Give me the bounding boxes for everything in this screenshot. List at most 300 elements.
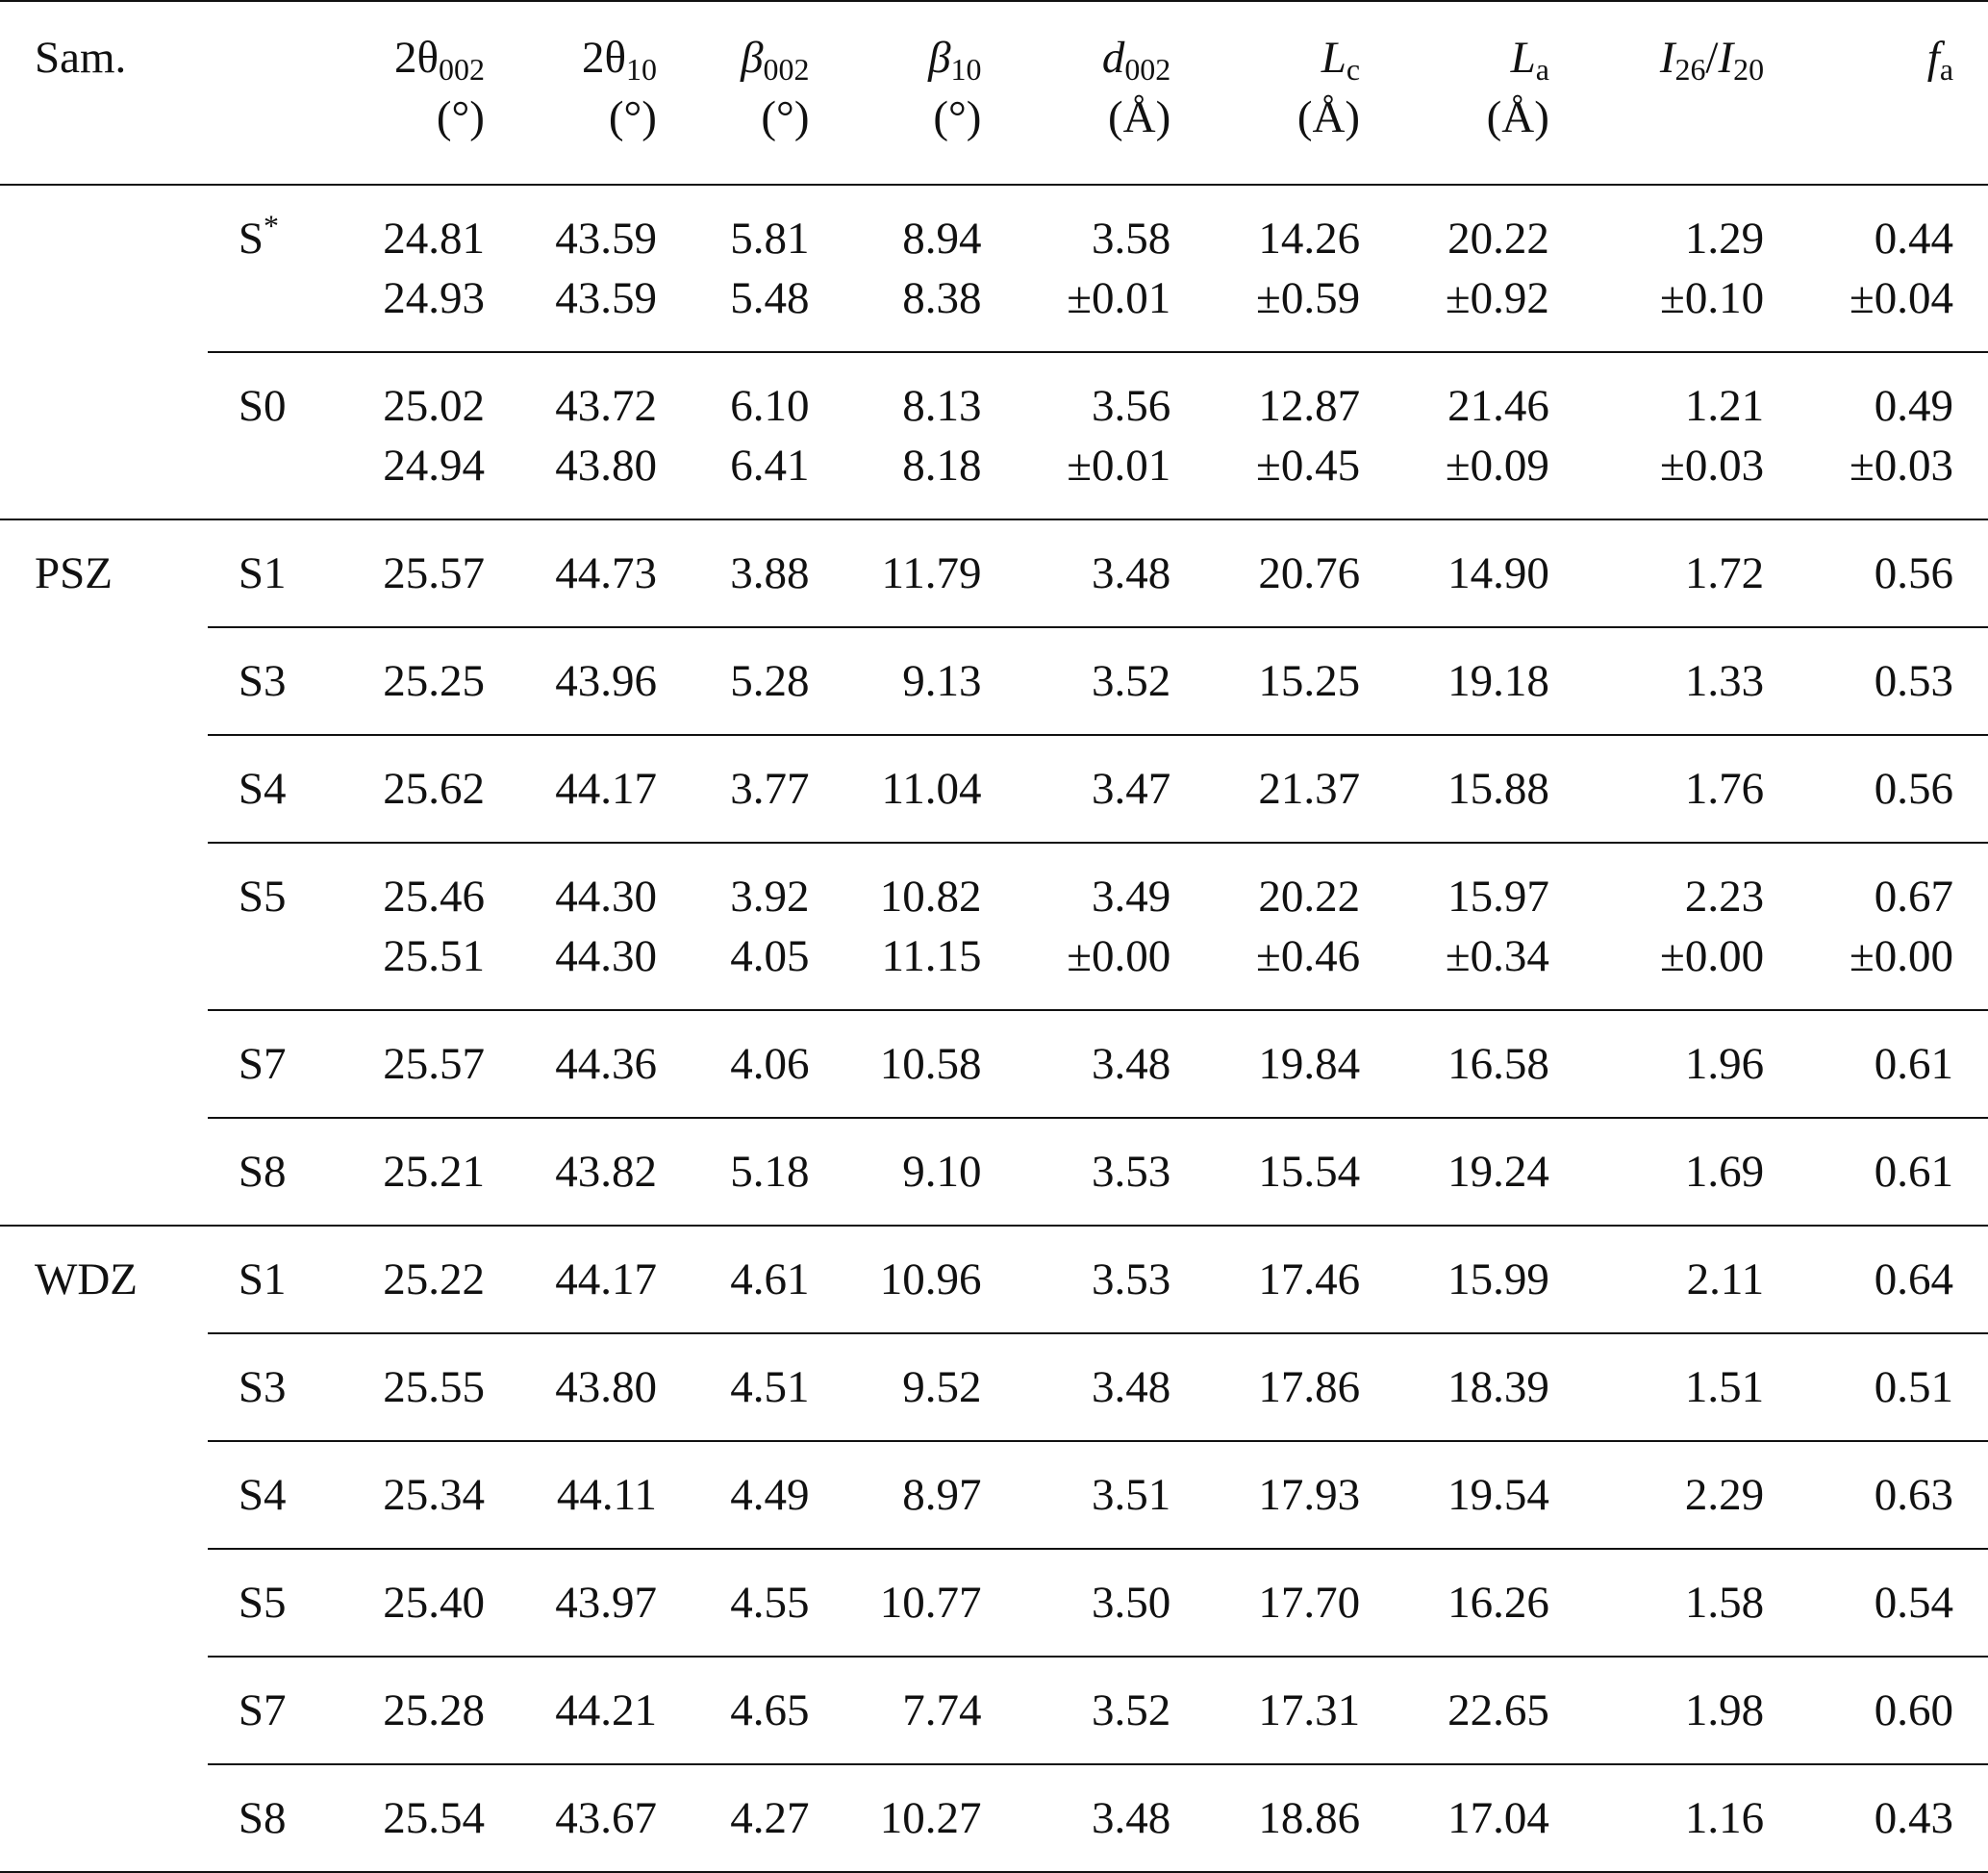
group-label (0, 1549, 208, 1657)
sample-label (208, 1764, 363, 1872)
table-row (0, 1333, 1988, 1441)
header-l-a-sub: a (1535, 52, 1549, 87)
cell-two-theta-10 (492, 185, 665, 352)
header-two-theta-002 (363, 1, 492, 185)
cell-value: 17.70 (1258, 1578, 1361, 1628)
header-two-theta-10 (492, 1, 665, 185)
cell-beta-002 (665, 1010, 818, 1118)
cell-value: 14.26 (1258, 214, 1361, 264)
cell-l-a (1368, 1333, 1557, 1441)
cell-two-theta-10 (492, 1118, 665, 1226)
group-label (0, 627, 208, 735)
header-ratio-denominator: I (1718, 33, 1734, 83)
cell-value: 8.18 (902, 441, 982, 491)
sample-name: S8 (238, 1793, 287, 1843)
cell-value: 0.53 (1874, 656, 1953, 706)
cell-l-c (1178, 1333, 1368, 1441)
cell-value: 5.28 (730, 656, 810, 706)
cell-beta-10 (817, 1010, 989, 1118)
cell-value: 0.61 (1874, 1147, 1953, 1197)
cell-value: 15.25 (1258, 656, 1361, 706)
cell-d-002 (989, 352, 1178, 519)
cell-value: 10.27 (879, 1793, 982, 1843)
cell-d-002 (989, 1118, 1178, 1226)
cell-value: 4.49 (730, 1470, 810, 1520)
cell-d-002 (989, 1764, 1178, 1872)
cell-value: 0.56 (1874, 764, 1953, 814)
cell-l-a (1368, 1226, 1557, 1333)
header-beta-002-sub: 002 (763, 52, 810, 87)
cell-beta-10 (817, 352, 989, 519)
cell-value: 6.41 (730, 441, 810, 491)
cell-beta-10 (817, 1441, 989, 1549)
cell-beta-002 (665, 519, 818, 627)
sample-label (208, 1657, 363, 1764)
cell-value: 8.94 (902, 214, 982, 264)
cell-value: 25.22 (383, 1254, 485, 1304)
cell-value: 43.97 (555, 1578, 657, 1628)
cell-value: 44.11 (556, 1470, 657, 1520)
cell-beta-002 (665, 1549, 818, 1657)
cell-value: 43.67 (555, 1793, 657, 1843)
cell-d-002 (989, 1657, 1178, 1764)
cell-f-a (1772, 185, 1988, 352)
cell-value: 24.94 (383, 441, 485, 491)
cell-l-c (1178, 627, 1368, 735)
cell-intensity-ratio (1557, 1226, 1772, 1333)
group-label (0, 843, 208, 1010)
cell-value: 0.49 (1874, 381, 1953, 431)
cell-intensity-ratio (1557, 185, 1772, 352)
cell-beta-10 (817, 1657, 989, 1764)
cell-value: 1.96 (1684, 1039, 1765, 1089)
cell-value: 43.80 (555, 1362, 657, 1412)
sample-name: S7 (238, 1039, 287, 1089)
cell-value: 0.63 (1874, 1470, 1953, 1520)
cell-beta-10 (817, 1226, 989, 1333)
cell-value: 3.56 (1092, 381, 1171, 431)
cell-value: 10.77 (879, 1578, 982, 1628)
header-d-002 (989, 1, 1178, 185)
header-two-theta-002-unit: (°) (436, 92, 485, 142)
cell-value: ±0.00 (1067, 931, 1171, 981)
cell-value: 25.02 (383, 381, 485, 431)
cell-value: 25.57 (383, 1039, 485, 1089)
group-label: PSZ (0, 519, 208, 627)
cell-f-a (1772, 519, 1988, 627)
cell-two-theta-10 (492, 1764, 665, 1872)
cell-value: ±0.46 (1256, 931, 1361, 981)
cell-f-a (1772, 1549, 1988, 1657)
cell-f-a (1772, 1118, 1988, 1226)
cell-value: 44.73 (555, 548, 657, 598)
cell-intensity-ratio (1557, 735, 1772, 843)
header-row (0, 1, 1988, 185)
cell-value: 44.17 (555, 1254, 657, 1304)
cell-two-theta-10 (492, 627, 665, 735)
cell-value: 0.54 (1874, 1578, 1953, 1628)
cell-value: ±0.03 (1849, 441, 1953, 491)
header-d-002-symbol: d (1101, 33, 1125, 83)
table-row (0, 352, 1988, 519)
cell-beta-10 (817, 627, 989, 735)
cell-value: 5.48 (730, 273, 810, 323)
cell-beta-002 (665, 352, 818, 519)
cell-value: 44.17 (555, 764, 657, 814)
cell-intensity-ratio (1557, 352, 1772, 519)
cell-value: 25.28 (383, 1685, 485, 1735)
cell-two-theta-10 (492, 1333, 665, 1441)
cell-value: 17.93 (1258, 1470, 1361, 1520)
cell-two-theta-002 (363, 1226, 492, 1333)
group-label (0, 1657, 208, 1764)
cell-value: 1.69 (1684, 1147, 1765, 1197)
cell-value: 1.21 (1684, 381, 1765, 431)
cell-value: 3.88 (730, 548, 810, 598)
cell-value: 19.54 (1447, 1470, 1549, 1520)
cell-intensity-ratio (1557, 1118, 1772, 1226)
cell-beta-10 (817, 185, 989, 352)
cell-two-theta-10 (492, 843, 665, 1010)
group-label: WDZ (0, 1226, 208, 1333)
cell-f-a (1772, 352, 1988, 519)
cell-beta-002 (665, 735, 818, 843)
cell-value: 3.52 (1092, 1685, 1171, 1735)
cell-beta-10 (817, 1118, 989, 1226)
table-row (0, 185, 1988, 352)
cell-value: 25.51 (383, 931, 485, 981)
cell-d-002 (989, 1333, 1178, 1441)
cell-value: 25.54 (383, 1793, 485, 1843)
cell-f-a (1772, 627, 1988, 735)
header-two-theta-002-sub: 002 (439, 52, 485, 87)
cell-value: 44.30 (555, 872, 657, 922)
sample-label (208, 1333, 363, 1441)
header-l-a-symbol: L (1510, 33, 1536, 83)
cell-d-002 (989, 185, 1178, 352)
cell-beta-10 (817, 1764, 989, 1872)
cell-beta-002 (665, 1764, 818, 1872)
cell-l-c (1178, 1764, 1368, 1872)
cell-value: 3.50 (1092, 1578, 1171, 1628)
cell-l-c (1178, 1010, 1368, 1118)
group-label (0, 1333, 208, 1441)
header-beta-002 (665, 1, 818, 185)
cell-two-theta-002 (363, 352, 492, 519)
cell-value: 17.31 (1258, 1685, 1361, 1735)
cell-intensity-ratio (1557, 1441, 1772, 1549)
cell-value: ±0.01 (1067, 441, 1171, 491)
cell-l-c (1178, 1657, 1368, 1764)
cell-value: 3.58 (1092, 214, 1171, 264)
cell-value: ±0.03 (1660, 441, 1765, 491)
cell-value: 1.76 (1684, 764, 1765, 814)
cell-value: 5.18 (730, 1147, 810, 1197)
header-ratio-numerator: I (1659, 33, 1675, 83)
cell-beta-10 (817, 735, 989, 843)
cell-two-theta-002 (363, 627, 492, 735)
cell-f-a (1772, 735, 1988, 843)
cell-value: 15.88 (1447, 764, 1549, 814)
header-sample (0, 1, 208, 185)
cell-intensity-ratio (1557, 1333, 1772, 1441)
cell-value: 10.96 (879, 1254, 982, 1304)
sample-label (208, 185, 363, 352)
cell-value: 1.58 (1684, 1578, 1765, 1628)
cell-two-theta-002 (363, 1441, 492, 1549)
cell-value: ±0.04 (1849, 273, 1953, 323)
cell-value: 4.65 (730, 1685, 810, 1735)
header-d-002-sub: 002 (1124, 52, 1171, 87)
cell-l-c (1178, 735, 1368, 843)
cell-value: ±0.45 (1256, 441, 1361, 491)
cell-l-c (1178, 519, 1368, 627)
header-two-theta-10-symbol: 2θ (581, 33, 626, 83)
cell-value: 21.46 (1447, 381, 1549, 431)
table-row (0, 1441, 1988, 1549)
sample-name: S5 (238, 872, 287, 922)
sample-name: S4 (238, 764, 287, 814)
cell-value: 16.26 (1447, 1578, 1549, 1628)
cell-value: 0.44 (1874, 214, 1953, 264)
cell-beta-10 (817, 843, 989, 1010)
cell-two-theta-10 (492, 1441, 665, 1549)
sample-label (208, 1118, 363, 1226)
header-l-c (1178, 1, 1368, 185)
cell-l-c (1178, 185, 1368, 352)
cell-l-c (1178, 352, 1368, 519)
cell-value: 3.77 (730, 764, 810, 814)
cell-two-theta-002 (363, 1118, 492, 1226)
table-row (0, 735, 1988, 843)
header-ratio-numerator-sub: 26 (1674, 52, 1706, 87)
cell-value: 0.56 (1874, 548, 1953, 598)
cell-value: 4.55 (730, 1578, 810, 1628)
cell-value: 19.24 (1447, 1147, 1549, 1197)
cell-value: ±0.00 (1660, 931, 1765, 981)
cell-d-002 (989, 735, 1178, 843)
header-l-c-sub: c (1346, 52, 1361, 87)
cell-value: 43.96 (555, 656, 657, 706)
cell-beta-10 (817, 1333, 989, 1441)
group-label (0, 1010, 208, 1118)
cell-value: 6.10 (730, 381, 810, 431)
sample-label (208, 1010, 363, 1118)
cell-value: 3.47 (1092, 764, 1171, 814)
cell-value: ±0.10 (1660, 273, 1765, 323)
sample-label (208, 519, 363, 627)
table-row (0, 1118, 1988, 1226)
cell-value: 1.98 (1684, 1685, 1765, 1735)
cell-value: 10.58 (879, 1039, 982, 1089)
sample-label (208, 1441, 363, 1549)
header-beta-10-sub: 10 (950, 52, 982, 87)
header-l-a (1368, 1, 1557, 185)
table-row (0, 1549, 1988, 1657)
cell-l-c (1178, 1118, 1368, 1226)
cell-intensity-ratio (1557, 1764, 1772, 1872)
cell-value: ±0.01 (1067, 273, 1171, 323)
cell-value: 20.22 (1258, 872, 1361, 922)
cell-value: ±0.59 (1256, 273, 1361, 323)
cell-value: 0.51 (1874, 1362, 1953, 1412)
header-d-002-unit: (Å) (1108, 92, 1171, 142)
cell-l-a (1368, 519, 1557, 627)
cell-d-002 (989, 627, 1178, 735)
cell-intensity-ratio (1557, 519, 1772, 627)
cell-value: 25.34 (383, 1470, 485, 1520)
cell-value: 43.82 (555, 1147, 657, 1197)
cell-f-a (1772, 1441, 1988, 1549)
cell-l-c (1178, 1549, 1368, 1657)
cell-value: 5.81 (730, 214, 810, 264)
cell-two-theta-002 (363, 1549, 492, 1657)
header-l-a-unit: (Å) (1486, 92, 1549, 142)
cell-value: 11.79 (881, 548, 982, 598)
group-label (0, 1441, 208, 1549)
header-subsample (208, 1, 363, 185)
cell-l-c (1178, 1441, 1368, 1549)
header-sample-label: Sam. (35, 33, 127, 83)
cell-value: 24.93 (383, 273, 485, 323)
sample-label (208, 1549, 363, 1657)
cell-l-a (1368, 843, 1557, 1010)
cell-value: 25.55 (383, 1362, 485, 1412)
sample-name: S3 (238, 1362, 287, 1412)
cell-value: 25.62 (383, 764, 485, 814)
cell-value: 19.84 (1258, 1039, 1361, 1089)
header-two-theta-002-symbol: 2θ (394, 33, 440, 83)
cell-intensity-ratio (1557, 1010, 1772, 1118)
cell-value: 25.40 (383, 1578, 485, 1628)
cell-value: 1.33 (1684, 656, 1765, 706)
cell-value: 24.81 (383, 214, 485, 264)
sample-label (208, 1226, 363, 1333)
sample-label (208, 352, 363, 519)
cell-value: 19.18 (1447, 656, 1549, 706)
cell-value: 25.21 (383, 1147, 485, 1197)
sample-name: S3 (238, 656, 287, 706)
cell-d-002 (989, 1441, 1178, 1549)
header-beta-10 (817, 1, 989, 185)
header-intensity-ratio (1557, 1, 1772, 185)
cell-value: 10.82 (879, 872, 982, 922)
sample-name: S (238, 214, 264, 264)
cell-value: 20.22 (1447, 214, 1549, 264)
cell-f-a (1772, 1657, 1988, 1764)
cell-value: 17.86 (1258, 1362, 1361, 1412)
cell-value: 4.05 (730, 931, 810, 981)
cell-beta-002 (665, 1657, 818, 1764)
cell-value: 3.92 (730, 872, 810, 922)
cell-l-a (1368, 1549, 1557, 1657)
header-two-theta-10-sub: 10 (625, 52, 657, 87)
cell-two-theta-002 (363, 519, 492, 627)
cell-d-002 (989, 1226, 1178, 1333)
sample-label (208, 843, 363, 1010)
group-label (0, 1118, 208, 1226)
cell-l-c (1178, 1226, 1368, 1333)
cell-value: 21.37 (1258, 764, 1361, 814)
table-row (0, 1010, 1988, 1118)
group-label (0, 735, 208, 843)
cell-value: ±0.34 (1445, 931, 1549, 981)
cell-value: 8.38 (902, 273, 982, 323)
cell-value: 17.46 (1258, 1254, 1361, 1304)
cell-value: 3.48 (1092, 1039, 1171, 1089)
cell-two-theta-002 (363, 1010, 492, 1118)
cell-value: 7.74 (902, 1685, 982, 1735)
cell-value: 16.58 (1447, 1039, 1549, 1089)
cell-two-theta-10 (492, 735, 665, 843)
cell-value: 44.21 (555, 1685, 657, 1735)
cell-two-theta-10 (492, 519, 665, 627)
cell-value: 18.86 (1258, 1793, 1361, 1843)
table-row (0, 1764, 1988, 1872)
cell-value: 22.65 (1447, 1685, 1549, 1735)
cell-value: 4.61 (730, 1254, 810, 1304)
cell-value: 3.48 (1092, 1793, 1171, 1843)
cell-value: 43.80 (555, 441, 657, 491)
table-body (0, 185, 1988, 1872)
cell-l-a (1368, 1118, 1557, 1226)
cell-intensity-ratio (1557, 627, 1772, 735)
cell-intensity-ratio (1557, 1657, 1772, 1764)
cell-value: 3.51 (1092, 1470, 1171, 1520)
cell-l-a (1368, 352, 1557, 519)
table-row (0, 519, 1988, 627)
header-l-c-unit: (Å) (1296, 92, 1361, 142)
cell-d-002 (989, 843, 1178, 1010)
cell-value: 0.67 (1874, 872, 1953, 922)
cell-two-theta-002 (363, 735, 492, 843)
cell-two-theta-002 (363, 185, 492, 352)
cell-d-002 (989, 519, 1178, 627)
cell-value: 17.04 (1447, 1793, 1549, 1843)
cell-value: 1.72 (1684, 548, 1765, 598)
header-ratio-denominator-sub: 20 (1733, 52, 1765, 87)
header-two-theta-10-unit: (°) (608, 92, 657, 142)
cell-intensity-ratio (1557, 843, 1772, 1010)
cell-value: 2.29 (1684, 1470, 1765, 1520)
cell-value: 4.27 (730, 1793, 810, 1843)
cell-value: 0.61 (1874, 1039, 1953, 1089)
cell-beta-002 (665, 1226, 818, 1333)
cell-value: 8.97 (902, 1470, 982, 1520)
cell-value: 1.51 (1684, 1362, 1765, 1412)
cell-l-a (1368, 735, 1557, 843)
cell-value: 1.16 (1684, 1793, 1765, 1843)
cell-value: 3.52 (1092, 656, 1171, 706)
header-f-a-sub: a (1939, 52, 1953, 87)
cell-beta-002 (665, 1118, 818, 1226)
group-label (0, 185, 208, 352)
cell-value: 1.29 (1684, 214, 1765, 264)
header-l-c-symbol: L (1321, 33, 1346, 83)
sample-superscript: * (264, 209, 280, 243)
cell-value: ±0.92 (1445, 273, 1549, 323)
cell-l-c (1178, 843, 1368, 1010)
cell-value: 43.72 (555, 381, 657, 431)
header-f-a (1772, 1, 1988, 185)
cell-value: 4.51 (730, 1362, 810, 1412)
cell-two-theta-10 (492, 1010, 665, 1118)
cell-value: 2.11 (1686, 1254, 1765, 1304)
cell-beta-10 (817, 519, 989, 627)
cell-value: 20.76 (1258, 548, 1361, 598)
header-beta-002-symbol: β (741, 33, 764, 83)
cell-two-theta-10 (492, 1549, 665, 1657)
